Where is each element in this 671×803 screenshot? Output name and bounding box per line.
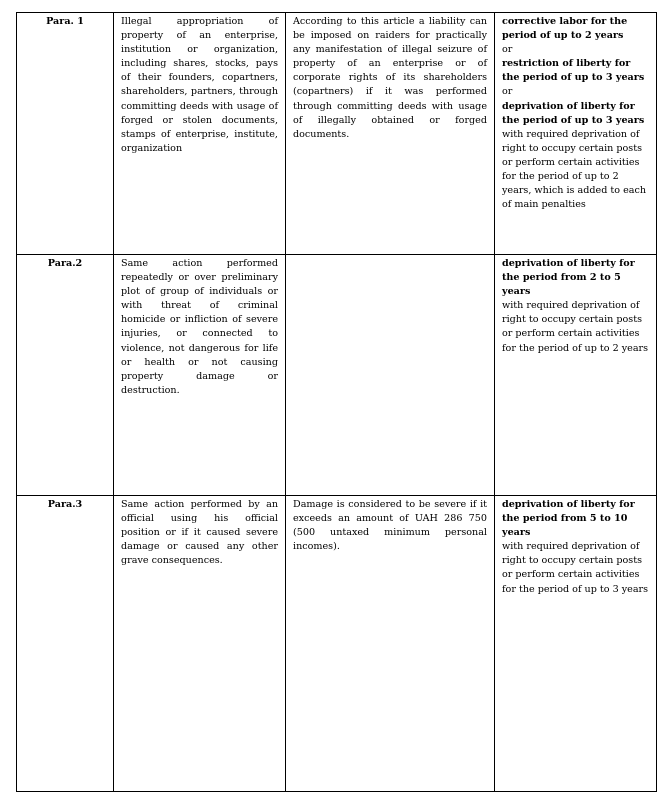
penalty-main: deprivation of liberty for the period of up to 3 years [502, 100, 645, 126]
paragraph-number: Para.3 [17, 496, 114, 792]
paragraph-number: Para.2 [17, 255, 114, 496]
penalty-main: restriction of liberty for the period of up to 3 years [502, 58, 645, 84]
table-row [17, 496, 657, 792]
penalty-additional: with required deprivation of right to occupy certain posts or perform certain activities for the period of up to 2 years, which is added to each of main penalties [502, 128, 647, 211]
liability-note: According to this article a liability can be imposed on raiders for practically any manifestation of illegal seizure of property of an enterprise or of corporate rights of its shareholders (copartners) if it was performed through committing deeds with usage of illegally obtained or forged documents. [286, 13, 495, 255]
penalty-cell [495, 255, 657, 496]
penalty-cell [495, 496, 657, 792]
offense-description: Illegal appropriation of property of an enterprise, institution or organization, including shares, stocks, pays of their founders, copartners, shareholders, partners, through committing deeds with usage of forged or stolen documents, stamps of enterprise, institute, organization [114, 13, 286, 255]
liability-note [286, 255, 495, 496]
paragraph-number: Para. 1 [17, 13, 114, 255]
penalty-additional: with required deprivation of right to occupy certain posts or perform certain activities for the period of up to 3 years [502, 541, 649, 595]
penalty-main: corrective labor for the period of up to 2 years [502, 16, 628, 42]
penalty-main: deprivation of liberty for the period from 5 to 10 years [502, 499, 635, 539]
penalty-or: or [502, 86, 513, 98]
offense-description: Same action performed by an official using his official position or if it caused severe damage or caused any other grave consequences. [114, 496, 286, 792]
offense-description: Same action performed repeatedly or over preliminary plot of group of individuals or with threat of criminal homicide or infliction of severe injuries, or connected to violence, not dangerous for life or health or not causing property damage or destruction. [114, 255, 286, 496]
penalty-additional: with required deprivation of right to occupy certain posts or perform certain activities for the period of up to 2 years [502, 300, 649, 354]
penalty-or: or [502, 44, 513, 56]
penalty-main: deprivation of liberty for the period from 2 to 5 years [502, 258, 635, 298]
table-row [17, 255, 657, 496]
liability-note: Damage is considered to be severe if it exceeds an amount of UAH 286 750 (500 untaxed minimum personal incomes). [286, 496, 495, 792]
table-row [17, 13, 657, 255]
penalty-cell [495, 13, 657, 255]
penalty-table [16, 12, 657, 792]
